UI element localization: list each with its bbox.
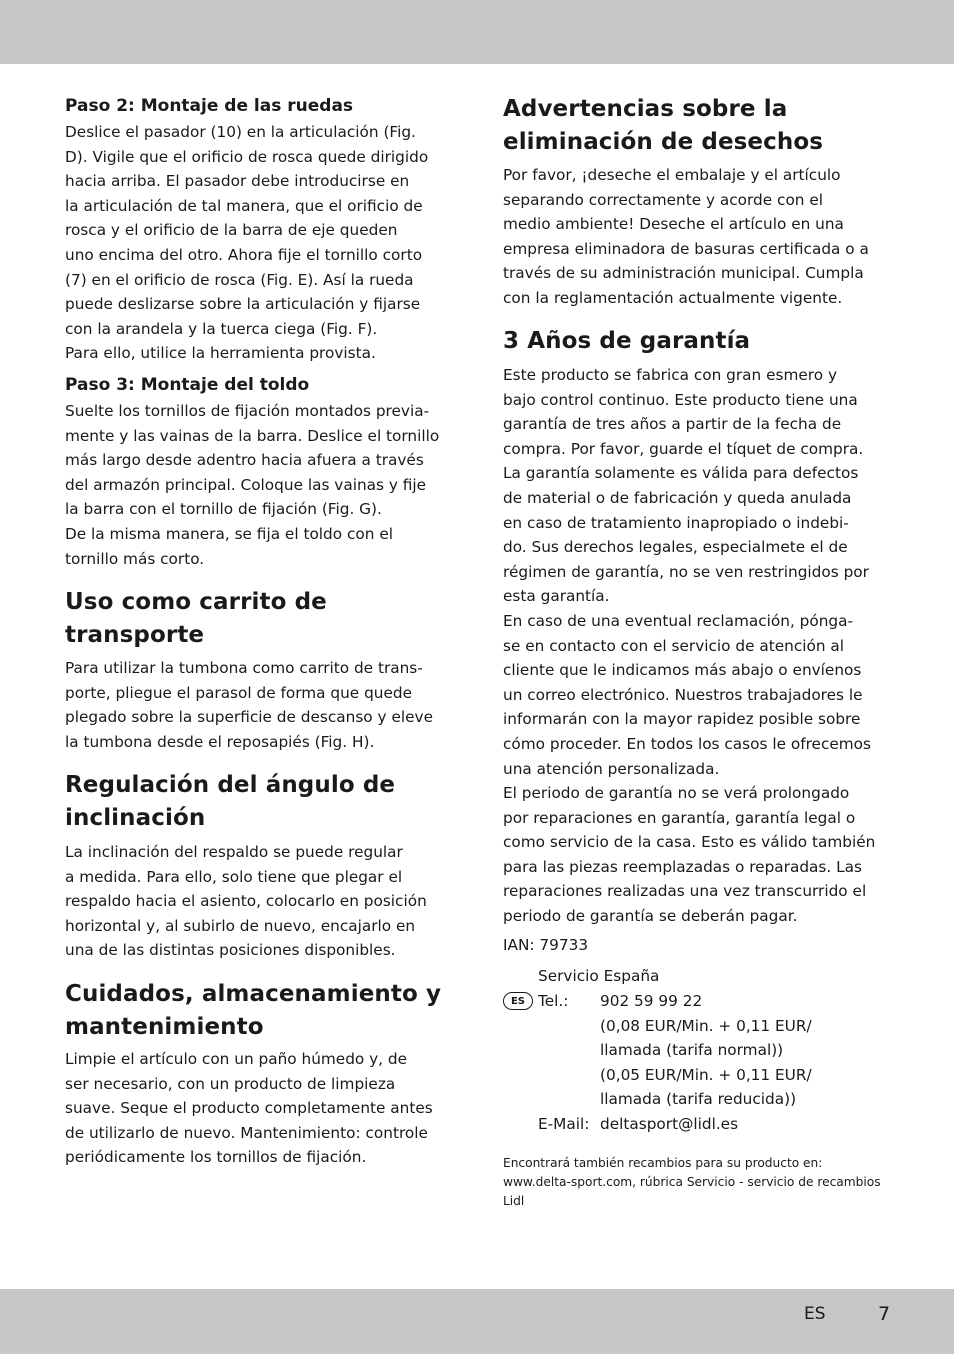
service-name: Servicio España [538,967,660,985]
header-bar [0,0,954,64]
spares-note: Encontrará también recambios para su producto en: www.delta-sport.com, rúbrica Servicio - servicio de recambios Lidl [503,1156,881,1208]
carrito-text: Para utilizar la tumbona como carrito de trans- porte, pliegue el parasol de forma que quede plegado sobre la superficie de descanso y eleve la tumbona desde el reposapiés (Fig. H). [65,659,433,751]
cuidados-text: Limpie el artículo con un paño húmedo y, de ser necesario, con un producto de limpieza suave. Seque el producto completamente antes de utilizarlo de nuevo. Mantenimiento: controle periódicamente los tornillos de fijación. [65,1050,433,1167]
email-label: E-Mail: [538,1115,590,1133]
email-value[interactable]: deltasport@lidl.es [600,1115,739,1133]
es-country-badge: ES [503,992,533,1010]
page-number: 7 [878,1303,891,1325]
paso2-title: Paso 2: Montaje de las ruedas [65,96,354,116]
angulo-heading: Regulación del ángulo de inclinación [65,772,396,831]
footer-language: ES [804,1304,826,1324]
tel-value: 902 59 99 22 (0,08 EUR/Min. + 0,11 EUR/ llamada (tarifa normal)) (0,05 EUR/Min. + 0,11 EUR/ llamada (tarifa reducida)) [600,992,812,1109]
cuidados-heading: Cuidados, almacenamiento y mantenimiento [65,981,442,1040]
ian-number: IAN: 79733 [503,936,589,954]
garantia-text: Este producto se fabrica con gran esmero y bajo control continuo. Este producto tiene una garantía de tres años a partir de la fecha de compra. Por favor, guarde el tíquet de compra. La garantía solamente es válida para defectos de material o de fabricación y queda anulada en caso de tratamiento inapropiado o indebi- do. Sus derechos legales, especialmete el de régimen de garantía, no se ven restringidos por esta garantía. En caso de una eventual reclamación, pónga- se en contacto con el servicio de atención al cliente que le indicamos más abajo o envíenos un correo electrónico. Nuestros trabajadores le informarán con la mayor rapidez posible sobre cómo proceder. En todos los casos le ofrecemos una atención personalizada. El periodo de garantía no se verá prolongado por reparaciones en garantía, garantía legal o como servicio de la casa. Esto es válido también para las piezas reemplazadas o reparadas. Las reparaciones realizadas una vez transcurrido el periodo de garantía se deberán pagar. [503,366,876,926]
service-badge-wrap [503,964,533,1013]
paso3-title: Paso 3: Montaje del toldo [65,375,310,395]
desechos-heading: Advertencias sobre la eliminación de desechos [503,96,824,155]
tel-label: Tel.: [538,992,569,1010]
paso3-text: Suelte los tornillos de fijación montados previa- mente y las vainas de la barra. Deslice el tornillo más largo desde adentro hacia afuera a través del armazón principal. Coloque las vainas y fije la barra con el tornillo de fijación (Fig. G). De la misma manera, se fija el toldo con el tornillo más corto. [65,402,440,568]
garantia-heading: 3 Años de garantía [503,328,751,354]
carrito-heading: Uso como carrito de transporte [65,589,327,648]
angulo-text: La inclinación del respaldo se puede regular a medida. Para ello, solo tiene que plegar el respaldo hacia el asiento, colocarlo en posición horizontal y, al subirlo de nuevo, encajarlo en una de las distintas posiciones disponibles. [65,843,427,960]
desechos-text: Por favor, ¡deseche el embalaje y el artículo separando correctamente y acorde con el medio ambiente! Deseche el artículo en una empresa eliminadora de basuras certificada o a través de su administración municipal. Cumpla con la reglamentación actualmente vigente. [503,166,869,307]
paso2-text: Deslice el pasador (10) en la articulación (Fig. D). Vigile que el orificio de rosca quede dirigido hacia arriba. El pasador debe introducirse en la articulación de tal manera, que el orificio de rosca y el orificio de la barra de eje queden uno encima del otro. Ahora fije el tornillo corto (7) en el orificio de rosca (Fig. E). Así la rueda puede deslizarse sobre la articulación y fijarse con la arandela y la tuerca ciega (Fig. F). Para ello, utilice la herramienta provista. [65,123,429,363]
